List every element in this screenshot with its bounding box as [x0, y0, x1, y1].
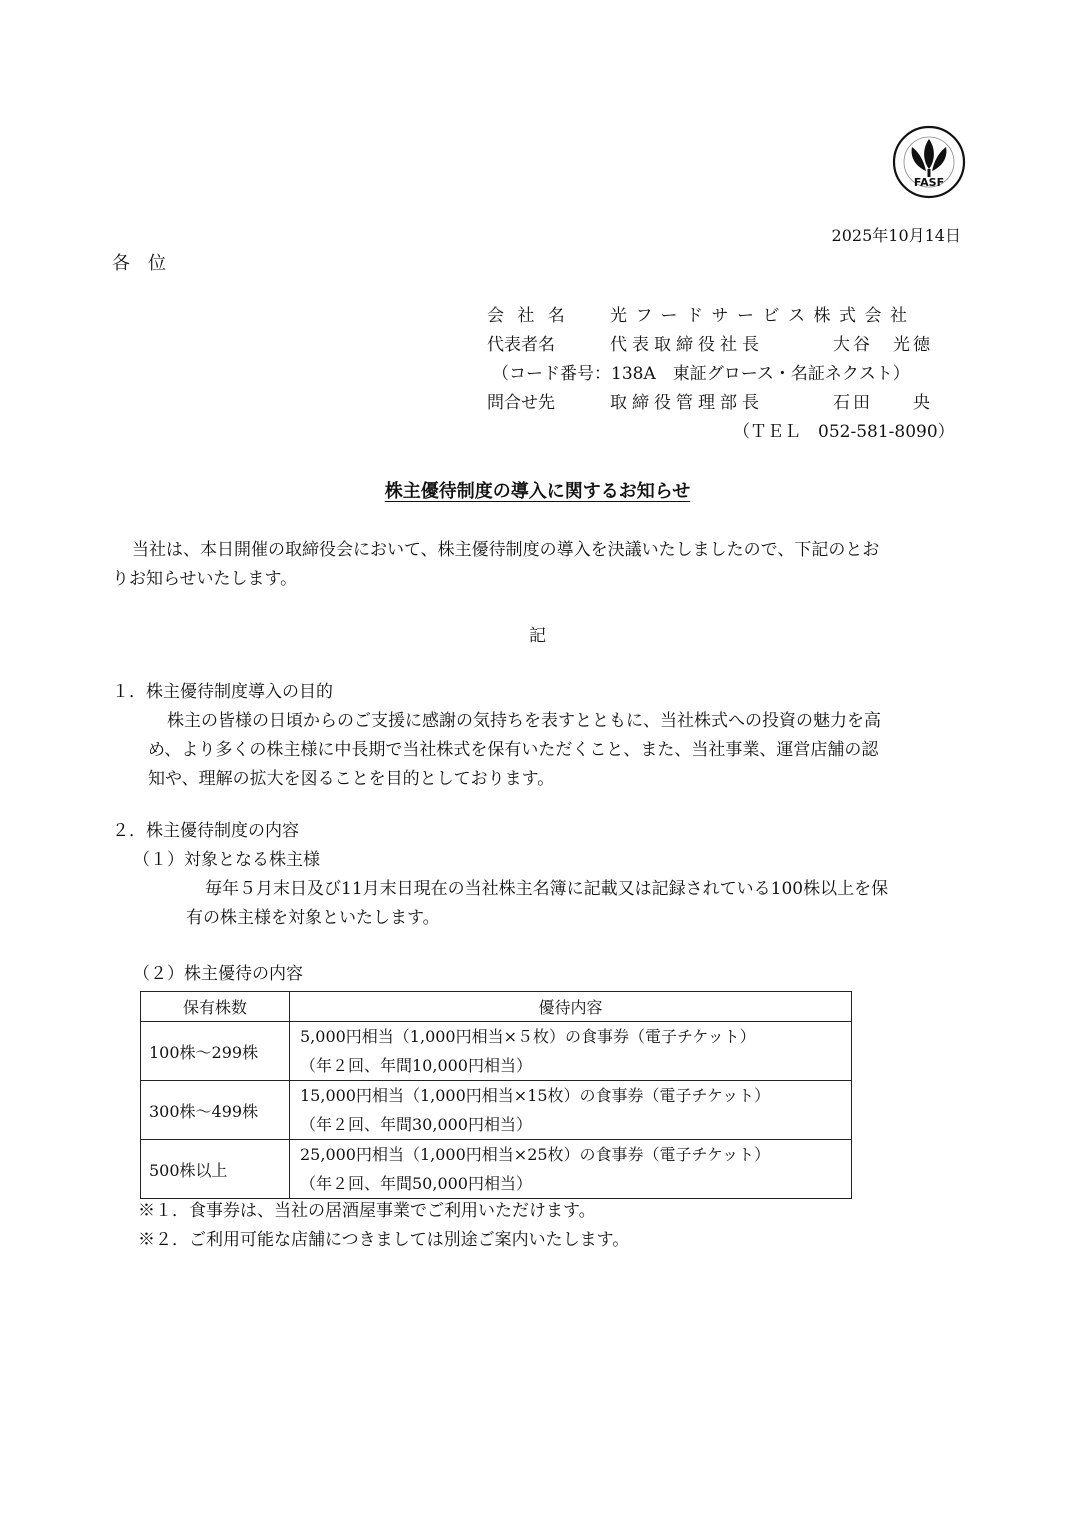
contact-title: 取締役管理部長: [610, 393, 764, 413]
intro-line-1: 当社は、本日開催の取締役会において、株主優待制度の導入を決議いたしましたので、下記のとお: [132, 540, 880, 560]
representative-name: 大谷 光徳: [833, 335, 933, 355]
benefit-table: [140, 991, 852, 1199]
table-cell-content: [290, 1081, 852, 1140]
fasf-logo: [892, 125, 966, 199]
benefit-line-1: 5,000円相当（1,000円相当×５枚）の食事券（電子チケット）: [300, 1027, 756, 1046]
representative-label: 代表者名: [487, 335, 555, 355]
subsection-1-line-1: 毎年５月末日及び11月末日現在の当社株主名簿に記載又は記録されている100株以上を保: [205, 879, 889, 899]
section-2-heading: ２．株主優待制度の内容: [112, 821, 299, 841]
logo-text: FASF: [913, 176, 945, 189]
benefit-line-1: 15,000円相当（1,000円相当×15枚）の食事券（電子チケット）: [300, 1086, 771, 1105]
benefit-line-2: （年２回、年間50,000円相当）: [300, 1174, 532, 1193]
table-cell-content: [290, 1140, 852, 1199]
table-row: [141, 1022, 852, 1081]
ki-heading: 記: [529, 626, 546, 646]
company-name: 光フードサービス株式会社: [610, 306, 916, 326]
note-2: ※２．ご利用可能な店舗につきましては別途ご案内いたします。: [138, 1230, 630, 1250]
contact-label: 問合せ先: [487, 393, 555, 413]
section-1-line-1: 株主の皆様の日頃からのご支援に感謝の気持ちを表すとともに、当社株式への投資の魅力を高: [167, 711, 881, 731]
page-title: 株主優待制度の導入に関するお知らせ: [384, 481, 691, 502]
table-cell-range: 300株～499株: [141, 1081, 290, 1140]
representative-title: 代表取締役社長: [610, 335, 764, 355]
telephone-line: （ＴＥＬ 052-581-8090）: [733, 422, 955, 442]
benefit-line-1: 25,000円相当（1,000円相当×25枚）の食事券（電子チケット）: [300, 1145, 771, 1164]
subsection-2-heading: （２）株主優待の内容: [133, 964, 303, 984]
benefit-line-2: （年２回、年間30,000円相当）: [300, 1115, 532, 1134]
subsection-1-line-2: 有の株主様を対象といたします。: [186, 908, 440, 928]
stock-code-line: （コード番号：138A 東証グロース・名証ネクスト）: [492, 364, 910, 384]
table-row: [141, 1140, 852, 1199]
release-date: 2025年10月14日: [831, 226, 961, 245]
contact-name: 石田 央: [833, 393, 933, 413]
table-header-benefit: 優待内容: [290, 992, 852, 1022]
table-header-shares: 保有株数: [141, 992, 290, 1022]
table-header-row: [141, 992, 852, 1022]
leaf-mark-icon: [912, 139, 947, 177]
section-1-line-3: 知や、理解の拡大を図ることを目的としております。: [148, 769, 555, 789]
company-name-label: 会 社 名: [487, 306, 569, 326]
subsection-1-heading: （１）対象となる株主様: [133, 850, 320, 870]
note-1: ※１．食事券は、当社の居酒屋事業でご利用いただけます。: [138, 1201, 596, 1221]
table-cell-range: 100株～299株: [141, 1022, 290, 1081]
section-1-heading: １．株主優待制度導入の目的: [112, 682, 333, 702]
table-cell-content: [290, 1022, 852, 1081]
table-row: [141, 1081, 852, 1140]
section-1-line-2: め、より多くの株主様に中長期で当社株式を保有いただくこと、また、当社事業、運営店舗の認: [148, 740, 879, 760]
benefit-line-2: （年２回、年間10,000円相当）: [300, 1056, 532, 1075]
addressee: 各 位: [112, 253, 166, 274]
table-cell-range: 500株以上: [141, 1140, 290, 1199]
intro-line-2: りお知らせいたします。: [112, 569, 298, 589]
